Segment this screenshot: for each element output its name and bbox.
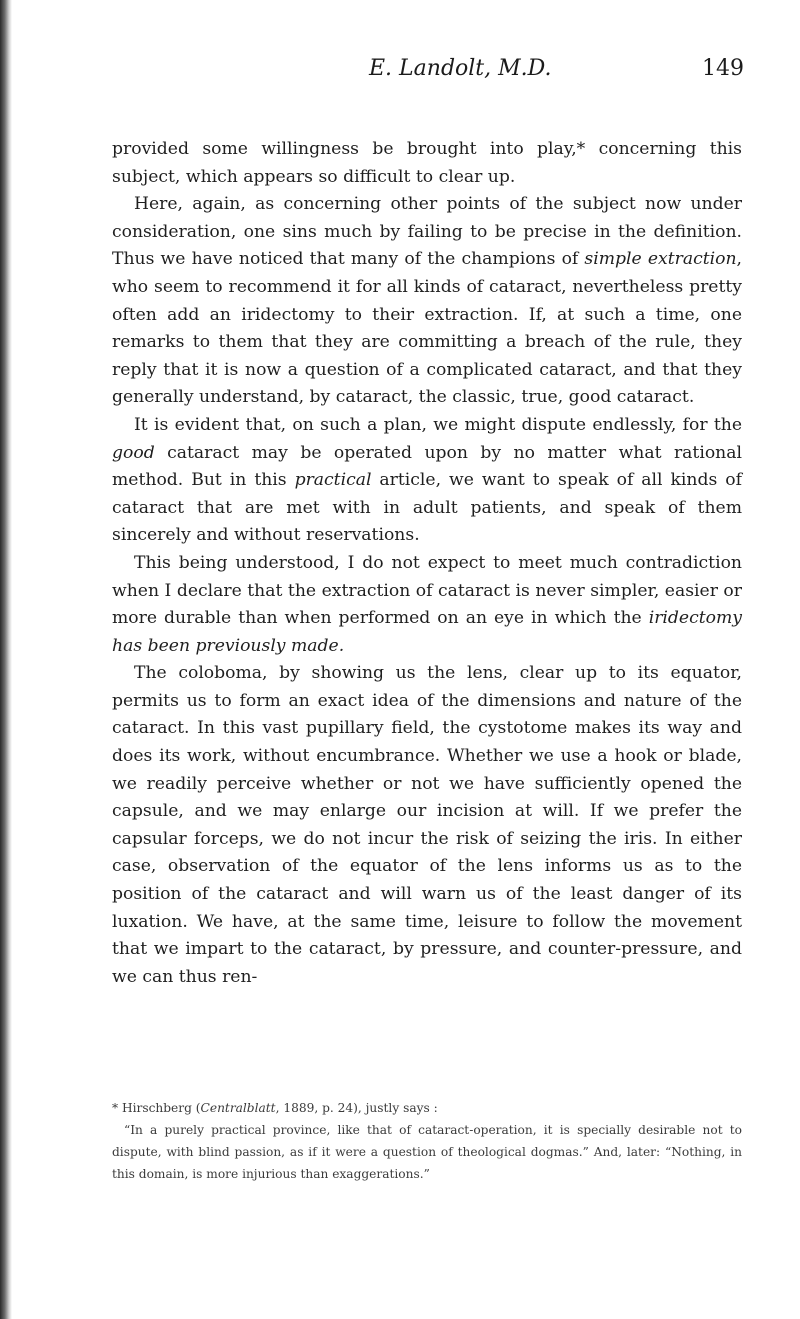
text-run: , 1889, p. 24), justly says : — [275, 1101, 438, 1115]
text-run: The coloboma, by showing us the lens, clear up to its equator, permits us to form an exact idea of the dimensions and nature of the cataract. In this vast pupillary field, the cystotome makes its way and does its work, without encumbrance. Whether we use a hook or blade, we readily perceive whether or not we have sufficiently opened the capsule, and we may enlarge our incision at will. If we prefer the capsular forceps, we do not incur the risk of seizing the iris. In either case, observation of the equator of the lens informs us as to the position of the cataract and will warn us of the least danger of its luxation. We have, at the same time, leisure to follow the movement that we impart to the cataract, by pressure, and counter-pressure, and we can thus ren- — [112, 663, 742, 987]
text-run: * Hirschberg ( — [112, 1101, 201, 1115]
italic-text: simple extraction — [584, 249, 737, 270]
text-run: provided some willingness be brought into play,* concerning this subject, which appears so difficult to clear up. — [112, 139, 742, 187]
footnote — [112, 1097, 742, 1185]
text-run: “In a purely practical province, like that of cataract-operation, it is specially desirable not to dispute, with blind passion, as if it were a question of theological dogmas.” And, later: “Nothing, in this domain, is more injurious than exaggerations.” — [112, 1123, 742, 1181]
paragraph — [112, 412, 742, 550]
paragraph — [112, 660, 742, 991]
page-header — [0, 56, 800, 96]
italic-text: good — [112, 442, 155, 463]
italic-text: Centralblatt — [200, 1101, 276, 1115]
paragraph — [112, 550, 742, 660]
footnote-paragraph — [112, 1097, 742, 1119]
text-run: This being understood, I do not expect to meet much contradiction when I declare that the extraction of cataract is never simpler, easier or more durable than when performed on an eye in which the — [112, 552, 742, 629]
text-run: article, we want to speak of all kinds of cataract that are met with in adult patients, and speak of them sincerely and without reservations. — [112, 470, 742, 546]
body-text — [112, 136, 742, 991]
page-number: 149 — [702, 56, 744, 81]
italic-text: iridectomy has been previously made. — [112, 608, 742, 656]
running-head: E. Landolt, M.D. — [369, 56, 552, 81]
paragraph — [112, 136, 742, 191]
footnote-paragraph — [112, 1119, 742, 1185]
scan-binding-shadow — [0, 0, 12, 1319]
italic-text: practical — [294, 470, 372, 491]
text-run: It is evident that, on such a plan, we might dispute endlessly, for the — [134, 414, 742, 435]
paragraph — [112, 191, 742, 412]
text-run: Here, again, as concerning other points of the subject now under consideration, one sins much by failing to be precise in the definition. Thus we have noticed that many of the champions of — [112, 194, 742, 270]
text-run: cataract may be operated upon by no matter what rational method. But in this — [112, 442, 742, 491]
text-run: , who seem to recommend it for all kinds of cataract, nevertheless pretty often add an iridectomy to their extraction. If, at such a time, one remarks to them that they are committing a breach of the rule, they reply that it is now a question of a complicated cataract, and that they generally understand, by cataract, the classic, true, good cataract. — [112, 249, 742, 408]
